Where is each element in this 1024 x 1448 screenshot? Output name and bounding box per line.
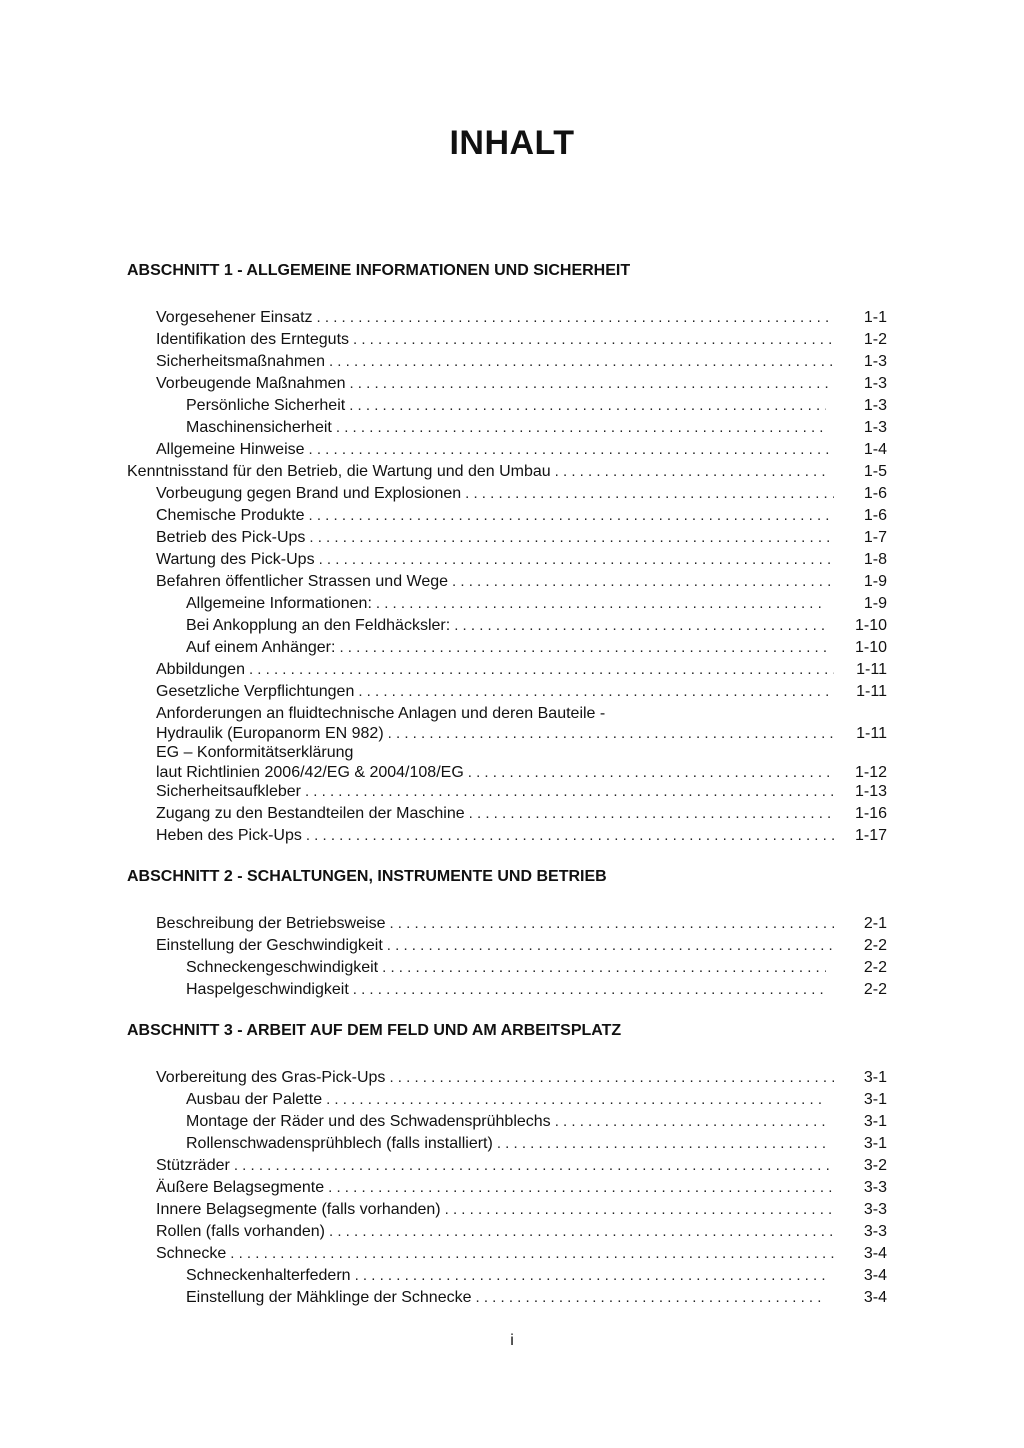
toc-entry-row [156, 307, 887, 329]
toc-entry-title: Stützräder [156, 1157, 230, 1174]
toc-entry-page: 1-17 [854, 827, 887, 844]
toc-entry [127, 461, 887, 483]
dot-leader [353, 979, 826, 1001]
dot-leader [349, 373, 834, 395]
toc-entry-title: Auf einem Anhänger: [186, 639, 336, 656]
toc-entry-title: Allgemeine Informationen: [186, 595, 372, 612]
toc-entry-row [156, 549, 887, 571]
toc-entry-page: 1-8 [863, 551, 887, 568]
dot-leader [329, 1221, 834, 1243]
toc-entry-page: 1-3 [863, 353, 887, 370]
toc-entry-title: Montage der Räder und des Schwadensprühblechs [186, 1113, 551, 1130]
toc-entry-row [156, 1221, 887, 1243]
toc-entry-row [186, 395, 887, 417]
toc-entry-page: 2-1 [863, 915, 887, 932]
toc-entry-title: Kenntnisstand für den Betrieb, die Wartung und den Umbau [127, 463, 551, 480]
toc-entry-row [156, 803, 887, 825]
toc-entry-page: 3-4 [863, 1289, 887, 1306]
toc-entry-title: Gesetzliche Verpflichtungen [156, 683, 355, 700]
dot-leader [353, 329, 834, 351]
toc-entry [156, 329, 887, 351]
dot-leader [388, 723, 834, 745]
toc-entry-page: 3-1 [863, 1135, 887, 1152]
dot-leader [555, 1111, 826, 1133]
dot-leader [389, 913, 834, 935]
toc-entry-row [186, 1287, 887, 1309]
toc-entry [186, 593, 887, 615]
toc-entry-page: 1-3 [863, 375, 887, 392]
toc-entry-title: Heben des Pick-Ups [156, 827, 302, 844]
toc-entry-row [156, 1199, 887, 1221]
toc-entry-page: 1-13 [854, 783, 887, 800]
dot-leader [309, 439, 834, 461]
toc-entry-row [156, 351, 887, 373]
toc-entry-title: Ausbau der Palette [186, 1091, 323, 1108]
toc-entry-page: 1-5 [863, 463, 887, 480]
toc-entry-row [156, 913, 887, 935]
toc-entry-row [156, 439, 887, 461]
toc-entry-title: Einstellung der Geschwindigkeit [156, 937, 383, 954]
toc-entry [156, 439, 887, 461]
toc-entry-title: Rollen (falls vorhanden) [156, 1223, 325, 1240]
toc-entry-page: 1-9 [863, 573, 887, 590]
dot-leader [355, 1265, 826, 1287]
toc-entry-row [186, 593, 887, 615]
toc-entry-title: Rollenschwadensprühblech (falls installiert) [186, 1135, 493, 1152]
toc-entry [186, 395, 887, 417]
dot-leader [328, 1177, 834, 1199]
toc-entry-row [186, 1265, 887, 1287]
toc-entry-title: Schneckenhalterfedern [186, 1267, 351, 1284]
toc-entry-page: 2-2 [863, 981, 887, 998]
toc-entry-row [186, 1089, 887, 1111]
toc-entry-page: 1-16 [854, 805, 887, 822]
dot-leader [309, 527, 834, 549]
dot-leader [317, 307, 834, 329]
toc-entry-page: 3-3 [863, 1179, 887, 1196]
toc-entry-page: 1-1 [863, 309, 887, 326]
toc-entry-row [156, 571, 887, 593]
toc-entry-row [156, 527, 887, 549]
dot-leader [445, 1199, 834, 1221]
toc-entry-title: Persönliche Sicherheit [186, 397, 346, 414]
dot-leader [497, 1133, 826, 1155]
toc-entry [156, 1243, 887, 1265]
dot-leader [555, 461, 826, 483]
section-heading-2: ABSCHNITT 2 - SCHALTUNGEN, INSTRUMENTE UND BETRIEB [127, 868, 607, 885]
toc-entry-row [127, 461, 887, 483]
toc-entry [186, 979, 887, 1001]
toc-entry-row [186, 1111, 887, 1133]
toc-entry-row [156, 1177, 887, 1199]
section-heading-3: ABSCHNITT 3 - ARBEIT AUF DEM FELD UND AM ARBEITSPLATZ [127, 1022, 622, 1039]
toc-entry-title: Haspelgeschwindigkeit [186, 981, 349, 998]
toc-entry [156, 825, 887, 847]
toc-entry [156, 307, 887, 329]
toc-entry-page: 1-9 [863, 595, 887, 612]
dot-leader [465, 483, 834, 505]
toc-entry-title: Maschinensicherheit [186, 419, 332, 436]
toc-entry-page: 1-2 [863, 331, 887, 348]
page-title: INHALT [449, 124, 575, 162]
toc-entry-title: Schneckengeschwindigkeit [186, 959, 379, 976]
dot-leader [349, 395, 826, 417]
toc-entry [156, 527, 887, 549]
toc-entry-title: Vorbeugung gegen Brand und Explosionen [156, 485, 462, 502]
toc-entry-title: Sicherheitsmaßnahmen [156, 353, 325, 370]
toc-entry-page: 3-1 [863, 1113, 887, 1130]
toc-entry-row [156, 329, 887, 351]
toc-entry-page: 3-2 [863, 1157, 887, 1174]
toc-entry [156, 571, 887, 593]
section-heading-1: ABSCHNITT 1 - ALLGEMEINE INFORMATIONEN UND SICHERHEIT [127, 262, 631, 279]
toc-entry [186, 637, 887, 659]
toc-entry-title: Befahren öffentlicher Strassen und Wege [156, 573, 449, 590]
page-number: i [510, 1332, 514, 1349]
dot-leader [358, 681, 834, 703]
toc-entry-page: 1-6 [863, 485, 887, 502]
dot-leader [230, 1243, 834, 1265]
toc-entry-title: Hydraulik (Europanorm EN 982) [156, 725, 384, 742]
toc-entry-row [156, 1067, 887, 1089]
toc-entry-row [156, 781, 887, 803]
toc-entry-page: 2-2 [863, 937, 887, 954]
toc-entry-page: 3-1 [863, 1069, 887, 1086]
dot-leader [326, 1089, 826, 1111]
toc-entry-page: 3-3 [863, 1201, 887, 1218]
toc-entry [156, 351, 887, 373]
toc-entry-title: laut Richtlinien 2006/42/EG & 2004/108/EG [156, 764, 464, 781]
dot-leader [336, 417, 826, 439]
dot-leader [309, 505, 834, 527]
toc-entry-page: 1-4 [863, 441, 887, 458]
toc-entry-page: 1-6 [863, 507, 887, 524]
toc-entry-row [156, 1243, 887, 1265]
toc-entry-title: Sicherheitsaufkleber [156, 783, 301, 800]
dot-leader [476, 1287, 827, 1309]
toc-entry-title: Allgemeine Hinweise [156, 441, 305, 458]
toc-entry-page: 3-4 [863, 1245, 887, 1262]
toc-entry [186, 957, 887, 979]
toc-entry-row [186, 1133, 887, 1155]
toc-entry [156, 1221, 887, 1243]
dot-leader [329, 351, 834, 373]
toc-entry [186, 1287, 887, 1309]
toc-entry-title: Einstellung der Mähklinge der Schnecke [186, 1289, 472, 1306]
toc-entry [156, 803, 887, 825]
toc-entry [156, 549, 887, 571]
toc-entry-row [156, 825, 887, 847]
toc-entry-row [186, 637, 887, 659]
toc-entry-row [186, 417, 887, 439]
toc-entry-page: 1-10 [854, 639, 887, 656]
toc-entry-page: 1-3 [863, 397, 887, 414]
toc-entry-page: 1-3 [863, 419, 887, 436]
toc-entry-title-line1: EG – Konformitätserklärung [156, 744, 354, 761]
toc-entry [156, 705, 887, 745]
toc-entry [156, 781, 887, 803]
toc-entry [186, 615, 887, 637]
toc-entry [156, 744, 887, 784]
dot-leader [339, 637, 826, 659]
toc-entry [156, 1177, 887, 1199]
toc-entry-page: 1-7 [863, 529, 887, 546]
toc-entry-page: 3-3 [863, 1223, 887, 1240]
toc-entry-page: 1-11 [856, 725, 887, 742]
toc-entry-page: 1-11 [856, 683, 887, 700]
toc-entry-title: Beschreibung der Betriebsweise [156, 915, 386, 932]
toc-entry-title: Vorgesehener Einsatz [156, 309, 313, 326]
toc-entry [156, 1155, 887, 1177]
dot-leader [234, 1155, 834, 1177]
toc-entry-row [156, 935, 887, 957]
dot-leader [387, 935, 834, 957]
toc-entry-row [156, 483, 887, 505]
toc-entry [156, 373, 887, 395]
toc-entry-row [156, 373, 887, 395]
toc-entry-page: 1-12 [854, 764, 887, 781]
toc-entry-title: Vorbereitung des Gras-Pick-Ups [156, 1069, 386, 1086]
toc-entry-title: Bei Ankopplung an den Feldhäcksler: [186, 617, 451, 634]
toc-entry [156, 659, 887, 681]
dot-leader [454, 615, 826, 637]
toc-entry-title: Betrieb des Pick-Ups [156, 529, 306, 546]
dot-leader [382, 957, 826, 979]
dot-leader [469, 803, 834, 825]
toc-entry-row [186, 615, 887, 637]
toc-entry [186, 1265, 887, 1287]
toc-entry-title-line1: Anforderungen an fluidtechnische Anlagen und deren Bauteile - [156, 705, 606, 722]
toc-entry-page: 1-10 [854, 617, 887, 634]
toc-entry [156, 505, 887, 527]
toc-entry-row [156, 1155, 887, 1177]
toc-entry-page: 1-11 [856, 661, 887, 678]
toc-entry-title: Zugang zu den Bestandteilen der Maschine [156, 805, 465, 822]
toc-entry-row [186, 957, 887, 979]
toc-entry-title: Chemische Produkte [156, 507, 305, 524]
toc-entry-page: 3-1 [863, 1091, 887, 1108]
toc-entry [156, 483, 887, 505]
toc-entry [156, 935, 887, 957]
toc-entry-row [156, 659, 887, 681]
toc-entry [156, 1067, 887, 1089]
toc-entry [156, 1199, 887, 1221]
dot-leader [249, 659, 834, 681]
toc-entry-title: Wartung des Pick-Ups [156, 551, 315, 568]
dot-leader [306, 825, 834, 847]
toc-entry-title: Schnecke [156, 1245, 227, 1262]
dot-leader [389, 1067, 834, 1089]
toc-entry-row [186, 979, 887, 1001]
toc-entry-title: Identifikation des Ernteguts [156, 331, 350, 348]
toc-entry-row [156, 723, 887, 745]
toc-entry-title: Abbildungen [156, 661, 245, 678]
toc-entry [156, 913, 887, 935]
toc-entry [186, 1089, 887, 1111]
toc-entry-title: Innere Belagsegmente (falls vorhanden) [156, 1201, 441, 1218]
toc-entry-row [156, 505, 887, 527]
dot-leader [319, 549, 834, 571]
toc-entry [156, 681, 887, 703]
toc-entry [186, 417, 887, 439]
dot-leader [305, 781, 834, 803]
toc-entry [186, 1111, 887, 1133]
toc-entry-title: Äußere Belagsegmente [156, 1179, 325, 1196]
dot-leader [452, 571, 834, 593]
toc-entry [186, 1133, 887, 1155]
toc-entry-row [156, 681, 887, 703]
toc-entry-page: 2-2 [863, 959, 887, 976]
toc-entry-title: Vorbeugende Maßnahmen [156, 375, 346, 392]
toc-entry-page: 3-4 [863, 1267, 887, 1284]
dot-leader [376, 593, 826, 615]
